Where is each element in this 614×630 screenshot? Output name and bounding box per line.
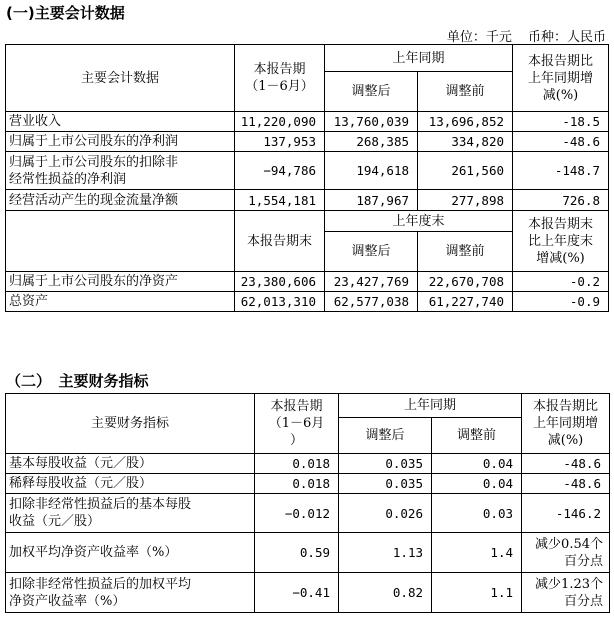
table-row [6,132,609,152]
row-current: 0.018 [255,454,339,474]
row-before: 277,898 [418,190,513,211]
row-change: -146.2 [522,494,610,533]
row-adjusted: 0.82 [339,573,432,613]
header-current-l1: 本报告期 [270,399,323,414]
row-before: 1.4 [432,533,522,573]
table-row [6,272,609,292]
header-current [255,394,339,454]
row-before: 0.04 [432,474,522,494]
currency-label: 币种：人民币 [527,30,606,45]
header2-change-l2: 比上年度末 [527,233,593,249]
unit-label: 单位：千元 [446,30,512,45]
row-before: 1.1 [432,573,522,613]
section2-title: （二） 主要财务指标 [6,372,149,390]
row-label: 稀释每股收益（元／股） [6,474,255,494]
table-row [6,292,609,312]
row-before: 61,227,740 [418,292,513,312]
row-change: -48.6 [522,454,610,474]
header-change [522,394,610,454]
header-prior-period: 上年同期 [325,45,513,72]
header-adjusted: 调整后 [339,418,432,454]
header2-before: 调整前 [418,232,513,272]
row-change: 726.8 [513,190,609,211]
row-change: -0.2 [513,272,609,292]
accounting-data-table [5,44,609,312]
header-before: 调整前 [418,72,513,112]
header2-current-end: 本报告期末 [235,211,325,272]
table-row [6,454,610,474]
header2-change-l3: 增减(%) [536,250,585,266]
row-label [6,494,255,533]
row-change-l1: 减少1.23个 [535,576,603,592]
row-change [522,533,610,573]
row-current: 0.59 [255,533,339,573]
row-adjusted: 0.026 [339,494,432,533]
row-change: -48.6 [522,474,610,494]
header-current-l3: ） [289,433,303,448]
table-row [6,573,610,613]
header-change-l2: 上年同期增 [532,416,598,431]
header-change [513,45,609,112]
header-current-l2: （1－6月） [245,79,314,94]
financial-indicators-table [5,393,610,613]
row-label: 经营活动产生的现金流量净额 [6,190,235,211]
row-before: 0.04 [432,454,522,474]
row-adjusted: 23,427,769 [325,272,418,292]
row-label [6,152,235,190]
header-before: 调整前 [432,418,522,454]
row-adjusted: 62,577,038 [325,292,418,312]
row-label-l2: 收益（元／股） [9,514,101,529]
row-before: 334,820 [418,132,513,152]
header2-change-l1: 本报告期末 [527,216,593,232]
row-label [6,573,255,613]
row-adjusted: 0.035 [339,454,432,474]
row-current: 62,013,310 [235,292,325,312]
row-current: 0.018 [255,474,339,494]
row-change: -18.5 [513,112,609,132]
header2-blank [6,211,235,272]
row-label-l2: 经常性损益的净利润 [9,171,127,187]
header-change-l2: 上年同期增 [527,70,593,86]
row-label-l1: 扣除非经常性损益后的基本每股 [9,497,192,512]
row-adjusted: 1.13 [339,533,432,573]
row-adjusted: 0.035 [339,474,432,494]
row-current: 11,220,090 [235,112,325,132]
table-row [6,112,609,132]
table-row [6,494,610,533]
header2-adjusted: 调整后 [325,232,418,272]
header2-change [513,211,609,272]
row-label: 归属于上市公司股东的净资产 [6,272,235,292]
header-change-l3: 减(%) [547,433,584,448]
table-row [6,190,609,211]
header-current-l1: 本报告期 [253,62,306,77]
header-prior-period: 上年同期 [339,394,522,418]
header-item: 主要财务指标 [6,394,255,454]
header-item: 主要会计数据 [6,45,235,112]
row-change [522,573,610,613]
row-current: 1,554,181 [235,190,325,211]
row-current: −0.012 [255,494,339,533]
header-current-l2: （1－6月 [268,416,325,431]
header-change-l1: 本报告期比 [532,399,598,414]
row-label: 营业收入 [6,112,235,132]
row-before: 22,670,708 [418,272,513,292]
row-current: 23,380,606 [235,272,325,292]
row-change-l2: 百分点 [563,593,603,609]
row-label: 总资产 [6,292,235,312]
section1-title: (一)主要会计数据 [6,4,125,22]
row-adjusted: 268,385 [325,132,418,152]
row-change: -0.9 [513,292,609,312]
row-change: -48.6 [513,132,609,152]
row-change: -148.7 [513,152,609,190]
header-current [235,45,325,112]
row-label-l2: 净资产收益率（%） [9,593,126,609]
row-current: −0.41 [255,573,339,613]
table-row [6,152,609,190]
unit-currency-line [435,26,606,45]
row-before: 261,560 [418,152,513,190]
row-adjusted: 13,760,039 [325,112,418,132]
row-label: 归属于上市公司股东的净利润 [6,132,235,152]
table-row [6,533,610,573]
row-before: 13,696,852 [418,112,513,132]
row-current: −94,786 [235,152,325,190]
row-label-l1: 归属于上市公司股东的扣除非 [9,154,179,170]
header-adjusted: 调整后 [325,72,418,112]
row-change-l2: 百分点 [563,553,603,569]
header2-prior-year-end: 上年度末 [325,211,513,232]
row-change-l1: 减少0.54个 [535,536,603,552]
row-adjusted: 194,618 [325,152,418,190]
header-change-l3: 减(%) [542,87,579,103]
row-label: 加权平均净资产收益率（%） [6,533,255,573]
table-row [6,474,610,494]
header-change-l1: 本报告期比 [527,53,593,69]
row-current: 137,953 [235,132,325,152]
row-before: 0.03 [432,494,522,533]
row-label-l1: 扣除非经常性损益后的加权平均 [9,576,192,592]
row-label: 基本每股收益（元／股） [6,454,255,474]
row-adjusted: 187,967 [325,190,418,211]
